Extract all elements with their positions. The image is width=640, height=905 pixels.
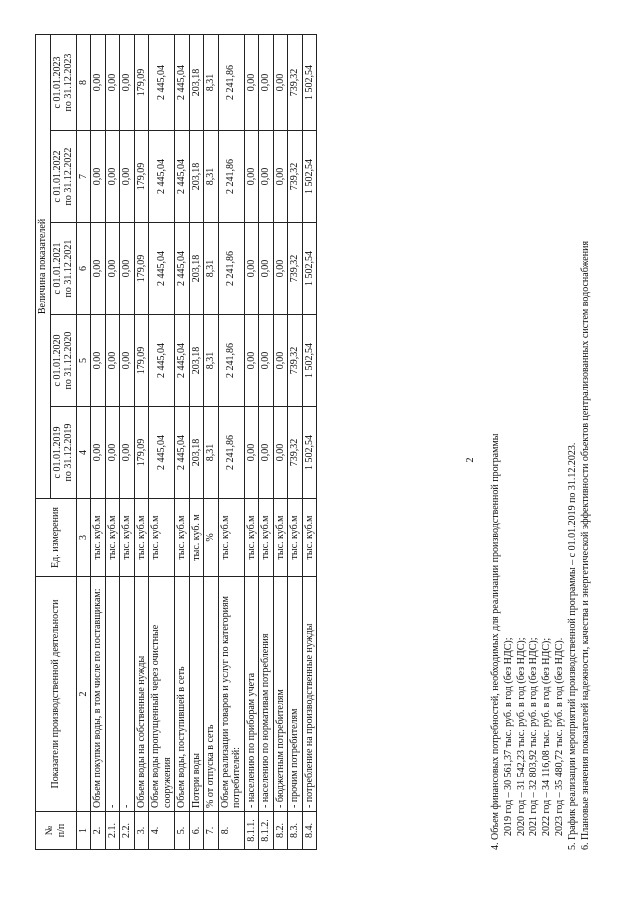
row-value: 2 241,86 [218, 407, 244, 499]
row-unit: тыс. куб.м [105, 499, 120, 577]
row-value: 0,00 [105, 407, 120, 499]
row-unit: тыс. куб.м [288, 499, 303, 577]
notes-section [490, 35, 592, 850]
financial-needs-line: 2020 год – 31 542,23 тыс. руб. в год (без НДС); [515, 637, 527, 836]
row-value: 0,00 [91, 223, 106, 315]
row-number: 2. [91, 812, 106, 850]
row-value: 2 241,86 [218, 315, 244, 407]
header-indicator-text: Показатели производственной деятельности [50, 599, 61, 789]
row-indicator-name: Объем воды пропущенный через очистные сооружения [149, 577, 175, 812]
row-value: 2 241,86 [218, 223, 244, 315]
header-unit [36, 499, 77, 577]
header-period-text: с 01.01.2019 по 31.12.2019 [51, 423, 74, 482]
header-number-text: № п/п [44, 823, 67, 838]
row-value: 0,00 [244, 131, 259, 223]
header-values-group-text: Величина показателей [37, 218, 48, 315]
row-number: 2.1. [105, 812, 120, 850]
row-value: 0,00 [91, 407, 106, 499]
row-value: 0,00 [244, 407, 259, 499]
header-period-text: с 01.01.2021 по 31.12.2021 [51, 239, 74, 298]
table-row [105, 35, 120, 850]
row-value: 0,00 [273, 223, 288, 315]
table-body [91, 35, 317, 850]
row-value: 179,09 [134, 223, 149, 315]
row-indicator-name: - бюджетным потребителям [273, 577, 288, 812]
row-value: 179,09 [134, 315, 149, 407]
column-index: 3 [76, 499, 91, 577]
row-value: 739,32 [288, 223, 303, 315]
row-value: 2 445,04 [149, 131, 175, 223]
row-number: 8.2. [273, 812, 288, 850]
table-row [288, 35, 303, 850]
row-value: 1 502,54 [302, 35, 317, 131]
row-value: 2 241,86 [218, 35, 244, 131]
row-number: 8. [218, 812, 244, 850]
row-indicator-name: Потери воды [189, 577, 204, 812]
row-value: 2 445,04 [175, 407, 190, 499]
row-unit: тыс. куб.м [244, 499, 259, 577]
row-value: 2 445,04 [175, 35, 190, 131]
row-value: 1 502,54 [302, 407, 317, 499]
row-value: 2 445,04 [175, 315, 190, 407]
row-value: 2 445,04 [149, 315, 175, 407]
row-value: 179,09 [134, 407, 149, 499]
table-row [273, 35, 288, 850]
row-indicator-name: Объем покупки воды, в том числе по поставщикам: [91, 577, 106, 812]
row-indicator-name: Объем воды, поступившей в сеть [175, 577, 190, 812]
table-row [91, 35, 106, 850]
row-number: 7. [204, 812, 219, 850]
column-index: 1 [76, 812, 91, 850]
row-value: 8,31 [204, 223, 219, 315]
column-index: 2 [76, 577, 91, 812]
row-number: 4. [149, 812, 175, 850]
table-row [218, 35, 244, 850]
financial-needs-line: 2022 год – 34 116,08 тыс. руб. в год (без НДС); [541, 637, 553, 836]
table-header [36, 35, 91, 850]
table-row [259, 35, 274, 850]
row-value: 0,00 [120, 131, 135, 223]
row-value: 0,00 [273, 35, 288, 131]
row-value: 1 502,54 [302, 223, 317, 315]
header-period-text: с 01.01.2020 по 31.12.2020 [51, 331, 74, 390]
row-unit: тыс. куб.м [134, 499, 149, 577]
header-values-group [36, 35, 51, 499]
row-value: 0,00 [259, 131, 274, 223]
row-indicator-name: Объем реализации товаров и услуг по категориям потребителей: [218, 577, 244, 812]
row-unit: тыс. куб.м [120, 499, 135, 577]
row-indicator-name: - населению по нормативам потребления [259, 577, 274, 812]
row-number: 6. [189, 812, 204, 850]
rotated-content [35, 30, 605, 890]
row-value: 0,00 [273, 131, 288, 223]
row-value: 0,00 [91, 315, 106, 407]
row-value: 739,32 [288, 35, 303, 131]
row-value: 0,00 [273, 315, 288, 407]
row-value: 179,09 [134, 131, 149, 223]
row-unit: тыс. куб.м [149, 499, 175, 577]
header-indicator [36, 577, 77, 812]
row-number: 3. [134, 812, 149, 850]
header-number [36, 812, 77, 850]
row-value: 2 445,04 [149, 223, 175, 315]
row-value: 2 241,86 [218, 131, 244, 223]
row-indicator-name: % от отпуска в сеть [204, 577, 219, 812]
header-period [50, 131, 76, 223]
row-number: 8.1.2. [259, 812, 274, 850]
row-value: 739,32 [288, 315, 303, 407]
financial-needs-line: 2019 год – 30 561,37 тыс. руб. в год (без НДС); [502, 637, 514, 836]
row-value: 0,00 [91, 131, 106, 223]
financial-needs-line: 2021 год – 32 803,92 тыс. руб. в год (без НДС); [528, 637, 540, 836]
row-value: 0,00 [120, 223, 135, 315]
table-row [302, 35, 317, 850]
row-value: 0,00 [273, 407, 288, 499]
row-value: 0,00 [105, 35, 120, 131]
table-row [244, 35, 259, 850]
row-indicator-name: - населению по приборам учета [244, 577, 259, 812]
row-unit: тыс. куб.м [218, 499, 244, 577]
row-value: 0,00 [244, 315, 259, 407]
table-row [204, 35, 219, 850]
column-index: 5 [76, 315, 91, 407]
table-row [134, 35, 149, 850]
row-indicator-name: - прочим потребителям [288, 577, 303, 812]
header-period [50, 223, 76, 315]
row-number: 2.2. [120, 812, 135, 850]
row-unit: тыс. куб.м [302, 499, 317, 577]
row-indicator-name: - [105, 577, 120, 812]
column-index: 7 [76, 131, 91, 223]
row-unit: % [204, 499, 219, 577]
header-period [50, 315, 76, 407]
row-number: 8.4. [302, 812, 317, 850]
row-value: 0,00 [259, 407, 274, 499]
row-value: 2 445,04 [149, 35, 175, 131]
financial-needs-title: 4. Объем финансовых потребностей, необходимых для реализации производственной программы [490, 433, 501, 850]
header-unit-text: Ед. измерения [50, 507, 61, 568]
row-number: 8.3. [288, 812, 303, 850]
row-unit: тыс. куб.м [175, 499, 190, 577]
column-index-row [76, 35, 91, 850]
planned-values-heading: 6. Плановые значения показателей надежности, качества и энергетической эффективности объектов централизованных систем водоснабжения [579, 240, 591, 850]
row-value: 1 502,54 [302, 131, 317, 223]
row-value: 0,00 [105, 131, 120, 223]
row-value: 203,18 [189, 223, 204, 315]
row-value: 0,00 [120, 407, 135, 499]
page-number: 2 [465, 457, 476, 463]
row-unit: тыс. куб. м [189, 499, 204, 577]
row-value: 0,00 [259, 223, 274, 315]
row-value: 2 445,04 [149, 407, 175, 499]
production-indicators-table [35, 34, 317, 850]
column-index: 8 [76, 35, 91, 131]
column-index: 6 [76, 223, 91, 315]
row-number: 5. [175, 812, 190, 850]
row-value: 203,18 [189, 315, 204, 407]
table-row [149, 35, 175, 850]
row-value: 179,09 [134, 35, 149, 131]
row-indicator-name: Объем воды на собственные нужды [134, 577, 149, 812]
column-index: 4 [76, 407, 91, 499]
row-value: 0,00 [120, 35, 135, 131]
row-value: 0,00 [244, 223, 259, 315]
row-unit: тыс. куб.м [273, 499, 288, 577]
row-indicator-name: - [120, 577, 135, 812]
row-value: 203,18 [189, 407, 204, 499]
row-unit: тыс. куб.м [259, 499, 274, 577]
row-value: 8,31 [204, 131, 219, 223]
financial-needs-line: 2023 год – 35 480,72 тыс. руб. в год (без НДС). [553, 637, 565, 836]
rotated-content-inner [35, 30, 605, 890]
header-period [50, 407, 76, 499]
row-unit: тыс. куб.м [91, 499, 106, 577]
row-value: 8,31 [204, 35, 219, 131]
row-value: 2 445,04 [175, 131, 190, 223]
row-value: 739,32 [288, 407, 303, 499]
row-value: 203,18 [189, 131, 204, 223]
header-period [50, 35, 76, 131]
table-row [175, 35, 190, 850]
row-value: 203,18 [189, 35, 204, 131]
table-row [189, 35, 204, 850]
row-value: 0,00 [259, 315, 274, 407]
header-period-text: с 01.01.2022 по 31.12.2022 [51, 147, 74, 206]
row-value: 0,00 [105, 315, 120, 407]
row-value: 1 502,54 [302, 315, 317, 407]
row-value: 0,00 [120, 315, 135, 407]
row-value: 0,00 [259, 35, 274, 131]
row-value: 8,31 [204, 407, 219, 499]
row-value: 2 445,04 [175, 223, 190, 315]
row-value: 739,32 [288, 131, 303, 223]
table-row [120, 35, 135, 850]
header-period-text: с 01.01.2023 по 31.12.2023 [51, 53, 74, 112]
row-number: 8.1.1. [244, 812, 259, 850]
row-value: 0,00 [91, 35, 106, 131]
row-value: 8,31 [204, 315, 219, 407]
program-schedule: 5. График реализации мероприятий производственной программы – с 01.01.2019 по 31.12.2023. [566, 442, 578, 850]
row-value: 0,00 [244, 35, 259, 131]
row-value: 0,00 [105, 223, 120, 315]
row-indicator-name: - потребление на производственные нужды [302, 577, 317, 812]
